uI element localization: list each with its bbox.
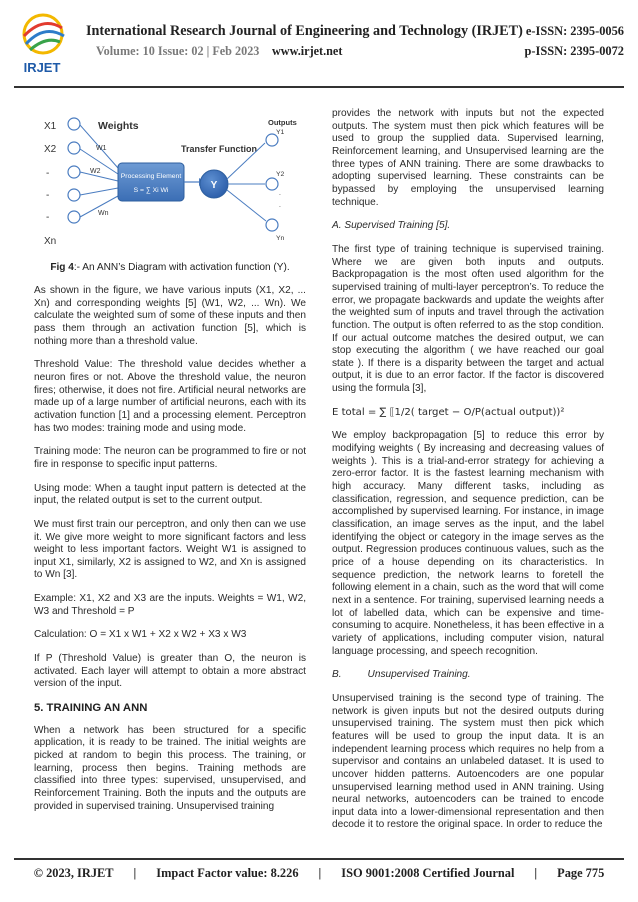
- journal-title: International Research Journal of Engineering and Technology (IRJET): [86, 23, 523, 39]
- left-column: [34, 285, 306, 824]
- paragraph: Unsupervised training is the second type of training. The network is given inputs but not the desired outputs during unsupervised training. The system must then pick which features will be used to group the input data. It is an independent learning process which requires no help from a supervisor and contains an unlabeled dataset. It is used to uncover hidden patterns. Autoencoders are one popular unsupervised learning method used in ANN training. Using neural networks, autoencoders can be trained to encode input data into a lower-dimensional representation and then decode it to restore the original space. In order to reduce the: [332, 692, 604, 831]
- iso-certification: ISO 9001:2008 Certified Journal: [341, 866, 515, 880]
- ann-diagram-svg: [34, 104, 306, 256]
- weight-label: W1: [96, 145, 107, 152]
- volume-issue: Volume: 10 Issue: 02 | Feb 2023: [96, 44, 260, 58]
- figure-caption-label: Fig 4: [50, 262, 74, 273]
- input-label: -: [46, 168, 50, 179]
- footer-divider: [14, 858, 624, 860]
- svg-text:IRJET: IRJET: [23, 60, 61, 75]
- subsection-heading: A. Supervised Training [5].: [332, 220, 451, 232]
- output-node: [266, 178, 278, 190]
- impact-factor: Impact Factor value: 8.226: [156, 866, 299, 880]
- page-number: Page 775: [557, 866, 605, 880]
- page-header: [0, 0, 638, 88]
- footer-separator: |: [534, 866, 538, 880]
- subsection-title: Unsupervised Training.: [367, 669, 471, 681]
- paragraph: Using mode: When a taught input pattern is detected at the input, the related output is set to the current output.: [34, 482, 306, 507]
- paragraph: We employ backpropagation [5] to reduce this error by modifying weights ( By increasing and decreasing values of weights ). This is a trial-and-error strategy for achieving a zero-error factor. It is the fastest learning mechanism with high accuracy. Many different tasks, including as classification, regression, and sequence prediction, can be accomplished by supervised learning. For instance, in image classification, an image serves as the input, and the label identifying the object or category in the image serves as the output. Regression produces continuous values, such as the price of a house depending on its characteristics. In sequence prediction, the network learns to foretell the following element in a chain, such as the word that will come next in a sentence. For training, supervised learning needs a lot of labelled data, which can be expensive and time-consuming to acquire. Nonetheless, it has been effective in a variety of applications, including computer vision, natural language processing, and speech recognition.: [332, 430, 604, 657]
- outputs-title: Outputs: [268, 118, 297, 127]
- paragraph: When a network has been structured for a specific application, it is ready to be trained. The initial weights are picked at random to begin this process. The training, or learning, process then begins. Training methods are classified into three types: supervised, unsupervised, and Reinforcement Training. Both the inputs and the outputs are provided in supervised training. Unsupervised training: [34, 724, 306, 812]
- output-label: Yn: [276, 235, 285, 242]
- activation-node-label: Y: [210, 180, 218, 191]
- output-label: .: [279, 202, 281, 209]
- paragraph: Example: X1, X2 and X3 are the inputs. Weights = W1, W2, W3 and Threshold = P: [34, 593, 306, 617]
- page-footer: [0, 866, 638, 881]
- irjet-logo: [10, 6, 74, 80]
- input-node: [68, 142, 80, 154]
- figure-caption-text: :- An ANN’s Diagram with activation function (Y).: [73, 262, 290, 273]
- input-label: -: [46, 190, 50, 201]
- paragraph: Calculation: O = X1 x W1 + X2 x W2 + X3 x W3: [34, 629, 247, 641]
- right-column: [332, 108, 604, 843]
- weights-title: Weights: [98, 120, 139, 132]
- section-heading: 5. TRAINING AN ANN: [34, 702, 148, 715]
- subsection-heading: [332, 669, 604, 682]
- weight-connection: [80, 188, 118, 195]
- weight-label: Wn: [98, 210, 109, 217]
- sum-formula: S = ∑ Xi Wi: [133, 187, 169, 194]
- input-label: -: [46, 212, 50, 223]
- irjet-logo-graphic: [10, 6, 74, 80]
- e-issn: e-ISSN: 2395-0056: [525, 24, 624, 38]
- input-node: [68, 166, 80, 178]
- input-label: X2: [44, 144, 57, 155]
- paragraph: Training mode: The neuron can be programmed to fire or not fire in response to specific input patterns.: [34, 446, 306, 470]
- paragraph: If P (Threshold Value) is greater than O, the neuron is activated. Each layer will attempt to obtain a more abstract version of the input.: [34, 653, 306, 690]
- subsection-number: B.: [332, 669, 342, 681]
- header-divider: [14, 86, 624, 88]
- footer-separator: |: [318, 866, 322, 880]
- input-node: [68, 211, 80, 223]
- p-issn: p-ISSN: 2395-0072: [524, 44, 624, 58]
- processing-element-label: Processing Element: [120, 173, 182, 180]
- input-label: Xn: [44, 236, 57, 247]
- output-connection: [227, 190, 266, 221]
- output-node: [266, 219, 278, 231]
- footer-separator: |: [133, 866, 137, 880]
- output-label: .: [279, 190, 281, 197]
- output-label: Y1: [276, 129, 285, 136]
- paragraph: provides the network with inputs but not the expected outputs. The system must then pick which features will be used to group the supplied data. Supervised learning, Reinforcement learning, and Unsupervised learning are the three types of ANN training. There are some drawbacks to adopting supervised learning. These constraints can be bypassed by employing the unsupervised learning technique.: [332, 108, 604, 208]
- paragraph: We must first train our perceptron, and only then can we use it. We give more weight to more significant factors and less weight to less important factors. Weight W1 is assigned to input X1, similarly, X2 is assigned to W2, and Xn is assigned to Wn [3].: [34, 518, 306, 581]
- error-formula: E total = ∑ ⟦1/2( target − O/P(actual output))²: [332, 406, 565, 418]
- paragraph: The first type of training technique is supervised training. Where we are given both inputs and outputs. Backpropagation is the most often used algorithm for the supervised training of multi-layer perceptron’s. To reduce the error, we propagate backwards and update the weights after the weighted sum of inputs and travel through the activation function. The output is often referred to as the stop condition. If our actual outcome matches the desired output, we can stop executing the algorithm ( we have reached our goal state ). If there is a disparity between the target and actual output, it is due to an error factor. If the factor is discovered using the formula [3],: [332, 243, 604, 395]
- input-node: [68, 189, 80, 201]
- copyright: © 2023, IRJET: [33, 866, 114, 880]
- paragraph: As shown in the figure, we have various inputs (X1, X2, ... Xn) and corresponding weights [5] (W1, W2, ... Wn). We calculate the weighted sum of some of these inputs and then pass them through an activation function [5], which is nothing more than a threshold value.: [34, 285, 306, 347]
- ann-diagram: [34, 104, 306, 256]
- journal-website[interactable]: www.irjet.net: [272, 44, 343, 58]
- input-label: X1: [44, 121, 57, 132]
- paragraph: Threshold Value: The threshold value decides whether a neuron fires or not. Above the threshold value, the neuron fires; otherwise, it does not fire. Artificial neural networks are made up of a large number of artificial neurons, each with its activation function [1] and a processing element. Perceptron has two modes: training mode and using mode.: [34, 359, 306, 434]
- output-label: Y2: [276, 171, 285, 178]
- weight-label: W2: [90, 168, 101, 175]
- transfer-function-title: Transfer Function: [181, 144, 258, 154]
- figure-caption: [34, 262, 306, 273]
- input-node: [68, 118, 80, 130]
- processing-element-box: [118, 163, 184, 201]
